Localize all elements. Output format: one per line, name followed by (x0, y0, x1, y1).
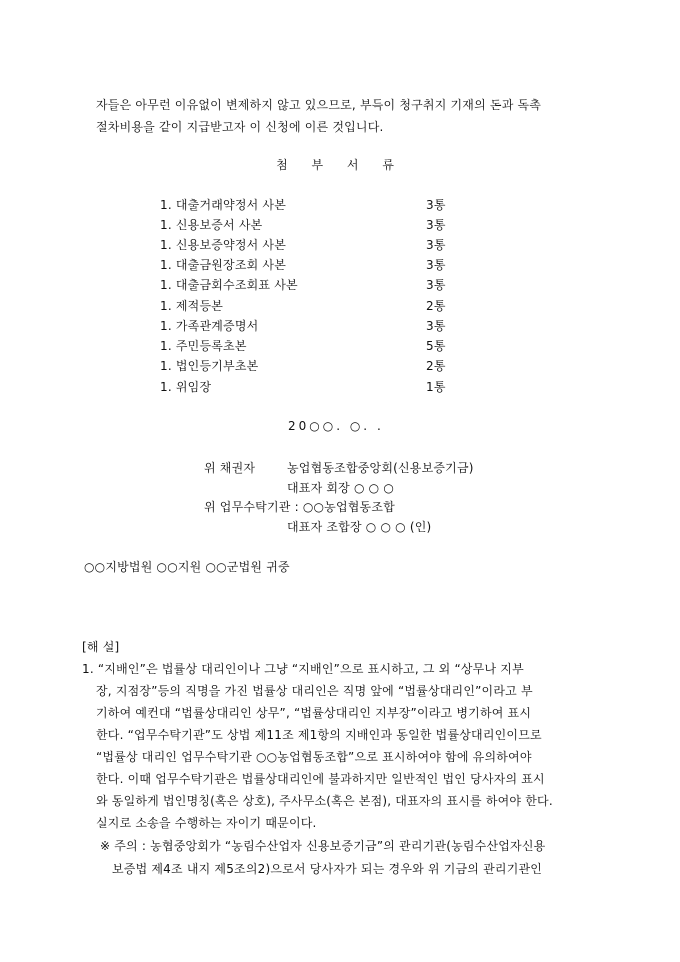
attachment-label: 1. 가족관계증명서 (160, 319, 259, 333)
intro-line-1: 자들은 아무런 이유없이 변제하지 않고 있으므로, 부득이 청구취지 기재의 돈과 독촉 (96, 98, 542, 112)
attachment-count: 3통 (426, 218, 446, 232)
commentary-heading: [해 설] (82, 640, 120, 654)
attachment-count: 3통 (426, 198, 446, 212)
court-addressee: ○○지방법원 ○○지원 ○○군법원 귀중 (84, 560, 290, 574)
intro-line-2: 절차비용을 같이 지급받고자 이 신청에 이른 것입니다. (96, 120, 384, 134)
commentary-line: 한다. “업무수탁기관”도 상법 제11조 제1항의 지배인과 동일한 법률상대리인이므로 (96, 728, 542, 742)
attachment-count: 2통 (426, 359, 446, 373)
attachment-count: 3통 (426, 319, 446, 333)
attachment-label: 1. 신용보증약정서 사본 (160, 238, 287, 252)
creditor-name: 농업협동조합중앙회(신용보증기금) (287, 461, 474, 475)
commentary-line: 실지로 소송을 수행하는 자이기 때문이다. (96, 816, 317, 830)
attachment-label: 1. 대출금원장조회 사본 (160, 258, 287, 272)
caution-line-2: 보증법 제4조 내지 제5조의2)으로서 당사자가 되는 경우와 위 기금의 관리기관인 (112, 862, 543, 876)
attachment-count: 3통 (426, 258, 446, 272)
attachments-title: 첨 부 서 류 (276, 158, 404, 172)
agent-line: 위 업무수탁기관 : ○○농업협동조합 (204, 500, 395, 514)
commentary-line: 1. “지배인”은 법률상 대리인이나 그냥 “지배인”으로 표시하고, 그 외 “상무나 지부 (82, 662, 524, 676)
commentary-line: “법률상 대리인 업무수탁기관 ○○농업협동조합”으로 표시하여야 함에 유의하여야 (96, 750, 532, 764)
attachment-count: 2통 (426, 299, 446, 313)
attachment-label: 1. 대출금회수조회표 사본 (160, 278, 298, 292)
attachment-count: 1통 (426, 380, 446, 394)
commentary-line: 장, 지점장”등의 직명을 가진 법률상 대리인은 직명 앞에 “법률상대리인”이라고 부 (96, 684, 533, 698)
attachment-label: 1. 신용보증서 사본 (160, 218, 263, 232)
agent-representative: 대표자 조합장 ○ ○ ○ (인) (287, 520, 432, 534)
attachment-count: 5통 (426, 339, 446, 353)
creditor-representative: 대표자 회장 ○ ○ ○ (287, 481, 395, 495)
commentary-line: 한다. 이때 업무수탁기관은 법률상대리인에 불과하지만 일반적인 법인 당사자의 표시 (96, 772, 545, 786)
attachment-label: 1. 법인등기부초본 (160, 359, 259, 373)
attachment-count: 3통 (426, 278, 446, 292)
document-date: 20○○. ○. . (288, 419, 384, 433)
caution-line-1: ※ 주의 : 농협중앙회가 “농림수산업자 신용보증기금”의 관리기관(농림수산업자신용 (100, 839, 546, 853)
attachment-label: 1. 위임장 (160, 380, 212, 394)
attachment-count: 3통 (426, 238, 446, 252)
commentary-line: 와 동일하게 법인명칭(혹은 상호), 주사무소(혹은 본점), 대표자의 표시를 하여야 한다. (96, 794, 553, 808)
attachment-label: 1. 대출거래약정서 사본 (160, 198, 287, 212)
commentary-line: 기하여 예컨대 “법률상대리인 상무”, “법률상대리인 지부장”이라고 병기하여 표시 (96, 706, 532, 720)
creditor-label: 위 채권자 (204, 461, 256, 475)
attachment-label: 1. 제적등본 (160, 299, 224, 313)
attachment-label: 1. 주민등록초본 (160, 339, 247, 353)
